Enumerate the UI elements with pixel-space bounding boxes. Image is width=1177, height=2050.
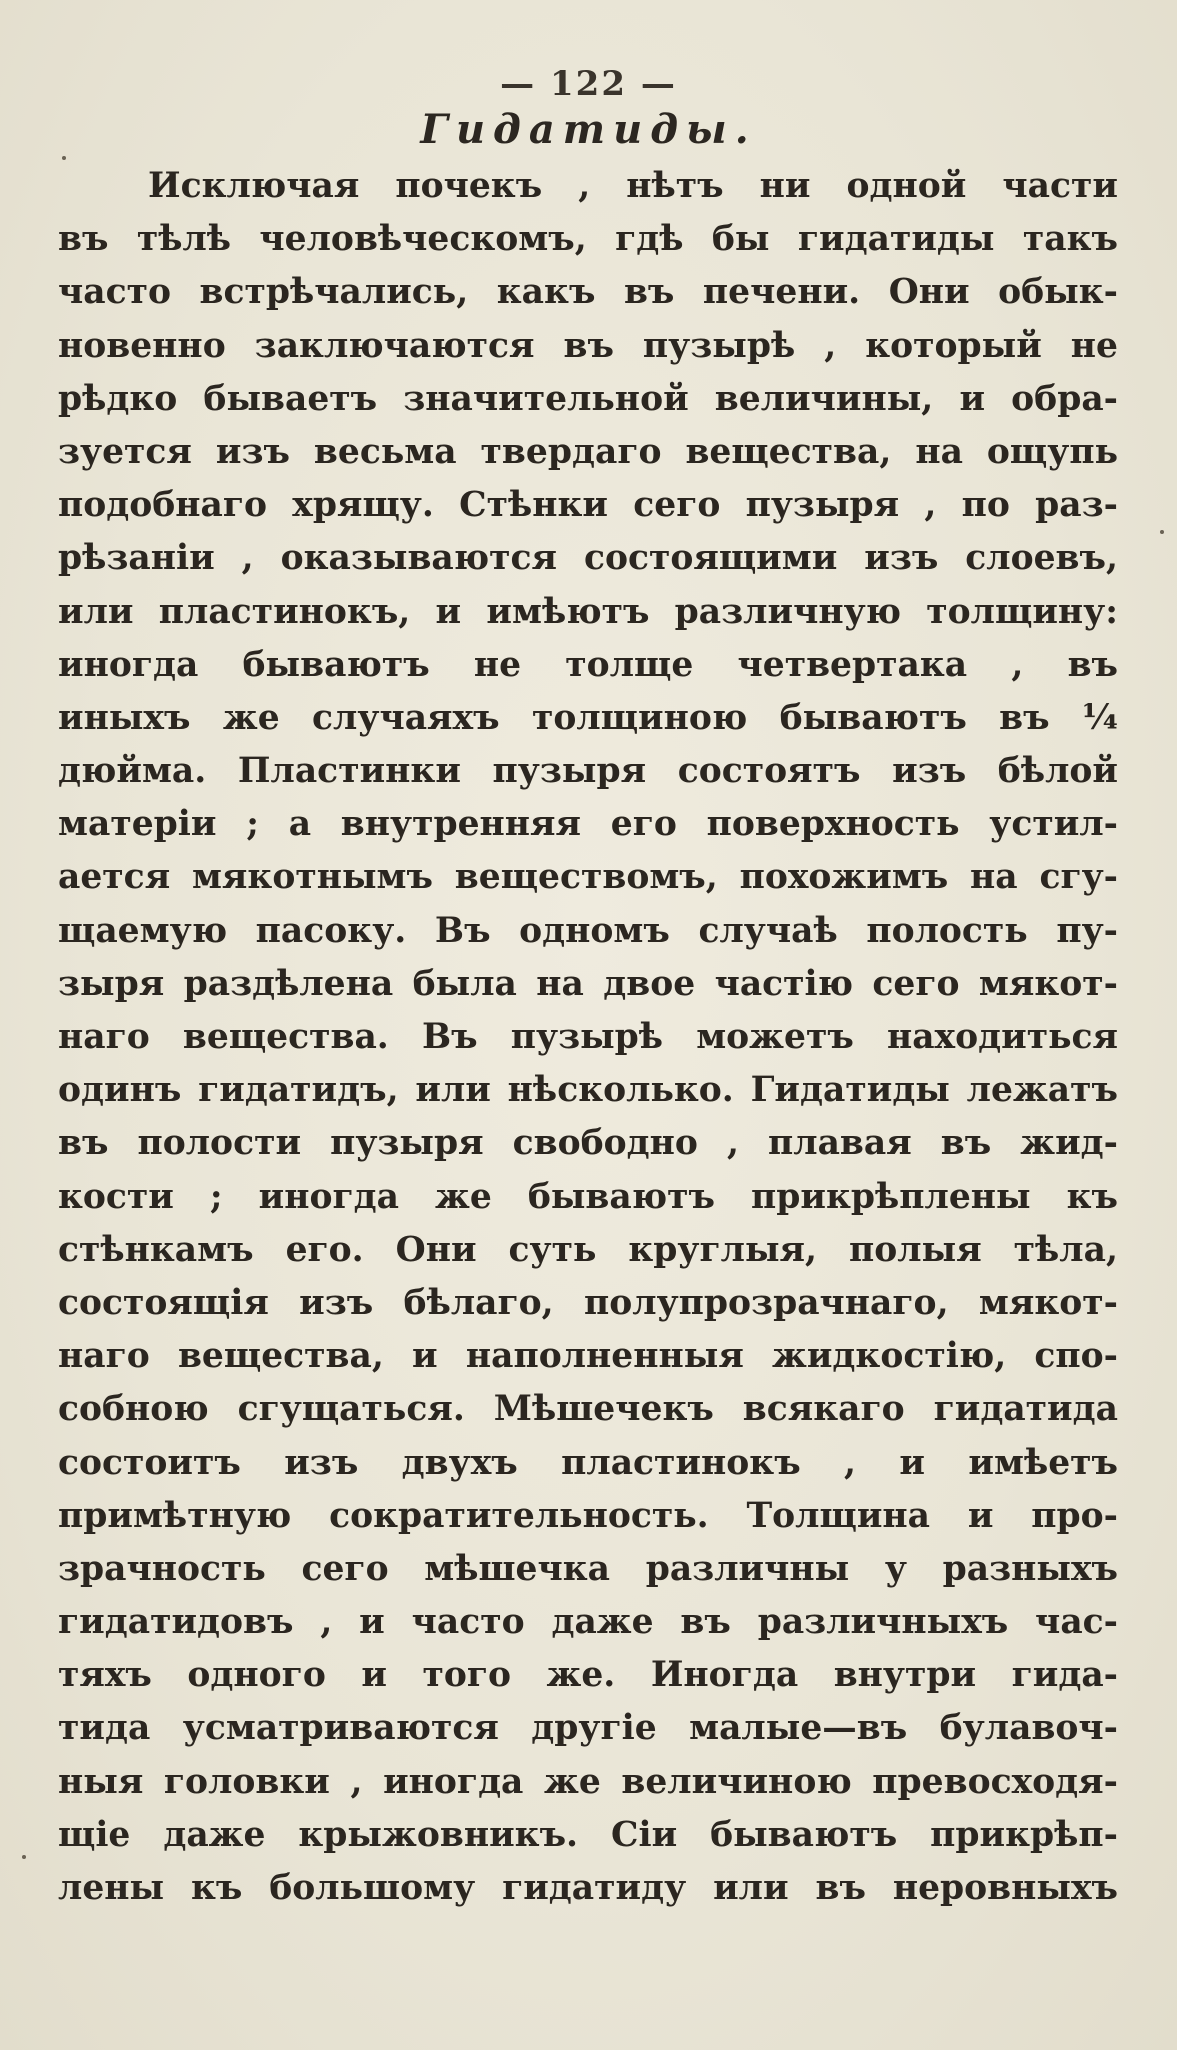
- text-line: собною сгущаться. Мѣшечекъ всякаго гидатида: [58, 1389, 1118, 1430]
- text-line: часто встрѣчались, какъ въ печени. Они обык-: [58, 272, 1118, 313]
- page-number-header: — 122 —: [500, 64, 677, 104]
- text-line: тида усматриваются другіе малые—въ булавоч-: [58, 1708, 1118, 1749]
- body-text: [58, 160, 1118, 1915]
- text-line: дюйма. Пластинки пузыря состоятъ изъ бѣлой: [58, 751, 1118, 792]
- text-line: зыря раздѣлена была на двое частію сего мякот-: [58, 963, 1118, 1004]
- text-line: состоитъ изъ двухъ пластинокъ , и имѣетъ: [58, 1442, 1118, 1483]
- text-line: рѣдко бываетъ значительной величины, и обра-: [58, 378, 1118, 419]
- margin-speck: [62, 156, 66, 160]
- text-line: рѣзаніи , оказываются состоящими изъ слоевъ,: [58, 538, 1118, 579]
- text-line: состоящія изъ бѣлаго, полупрозрачнаго, мякот-: [58, 1282, 1118, 1323]
- text-line: лены къ большому гидатиду или въ неровныхъ: [58, 1868, 1118, 1908]
- text-line: щіе даже крыжовникъ. Сіи бываютъ прикрѣп-: [58, 1814, 1118, 1855]
- margin-speck: [22, 1855, 26, 1859]
- margin-speck: [1160, 530, 1164, 534]
- text-line: ается мякотнымъ веществомъ, похожимъ на сгу-: [58, 857, 1118, 898]
- text-line: матеріи ; а внутренняя его поверхность устил-: [58, 804, 1118, 845]
- text-line: зрачность сего мѣшечка различны у разныхъ: [58, 1548, 1118, 1589]
- text-line: одинъ гидатидъ, или нѣсколько. Гидатиды лежатъ: [58, 1070, 1118, 1111]
- text-line: стѣнкамъ его. Они суть круглыя, полыя тѣла,: [58, 1229, 1118, 1270]
- text-line: наго вещества, и наполненныя жидкостію, спо-: [58, 1336, 1118, 1377]
- text-line: иногда бываютъ не толще четвертака , въ: [58, 644, 1118, 685]
- text-line: примѣтную сократительность. Толщина и про-: [58, 1495, 1118, 1536]
- text-line: гидатидовъ , и часто даже въ различныхъ час-: [58, 1602, 1118, 1643]
- text-line: въ тѣлѣ человѣческомъ, гдѣ бы гидатиды такъ: [58, 219, 1118, 260]
- text-line: ныя головки , иногда же величиною превосходя-: [58, 1761, 1118, 1802]
- text-line: иныхъ же случаяхъ толщиною бываютъ въ ¼: [58, 697, 1118, 738]
- section-title: Гидатиды.: [420, 106, 757, 153]
- text-line: въ полости пузыря свободно , плавая въ жид-: [58, 1123, 1118, 1164]
- text-line: Исключая почекъ , нѣтъ ни одной части: [148, 166, 1118, 206]
- text-line: подобнаго хрящу. Стѣнки сего пузыря , по раз-: [58, 485, 1118, 526]
- text-line: или пластинокъ, и имѣютъ различную толщину:: [58, 591, 1118, 632]
- text-line: кости ; иногда же бываютъ прикрѣплены къ: [58, 1176, 1118, 1217]
- text-line: тяхъ одного и того же. Иногда внутри гида-: [58, 1655, 1118, 1696]
- text-line: зуется изъ весьма твердаго вещества, на ощупь: [58, 431, 1118, 472]
- text-line: щаемую пасоку. Въ одномъ случаѣ полость пу-: [58, 910, 1118, 951]
- text-line: наго вещества. Въ пузырѣ можетъ находиться: [58, 1017, 1118, 1057]
- text-line: новенно заключаются въ пузырѣ , который не: [58, 325, 1118, 366]
